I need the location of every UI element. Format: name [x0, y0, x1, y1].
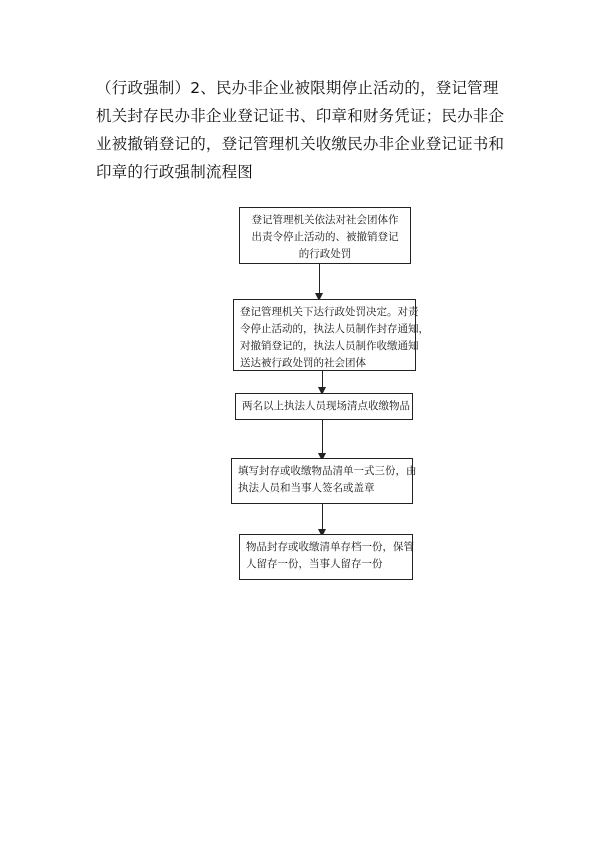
- flow-step-5-line-2: 人留存一份，当事人留存一份: [246, 558, 383, 570]
- flow-step-4-line-1: 填写封存或收缴物品清单一式三份，由: [238, 465, 417, 477]
- document-heading: [96, 74, 526, 186]
- flow-step-2-line-3: 对撤销登记的，执法人员制作收缴通知: [240, 340, 419, 352]
- flow-step-3-box: [235, 393, 413, 420]
- flow-step-2-line-2: 令停止活动的，执法人员制作封存通知，: [240, 323, 429, 335]
- heading-line-1: （行政强制）2、民办非企业被限期停止活动的，登记管理: [96, 79, 499, 97]
- flow-arrow-1: [319, 264, 320, 300]
- flow-step-4-line-2: 执法人员和当事人签名或盖章: [238, 482, 375, 494]
- flow-step-4-box: [231, 458, 417, 504]
- flow-step-3-line-1: 两名以上执法人员现场清点收缴物品: [242, 400, 410, 412]
- flow-arrow-4: [322, 504, 323, 536]
- heading-line-4: 印章的行政强制流程图: [96, 163, 254, 181]
- flow-step-5-box: [239, 534, 413, 580]
- heading-line-2: 机关封存民办非企业登记证书、印章和财务凭证；民办非企: [96, 107, 505, 125]
- flow-step-1-line-2: 出责令停止活动的、被撤销登记: [251, 231, 399, 243]
- flow-step-1-line-1: 登记管理机关依法对社会团体作: [251, 214, 399, 226]
- heading-line-3: 业被撤销登记的，登记管理机关收缴民办非企业登记证书和: [96, 135, 505, 153]
- flow-step-1-line-3: 的行政处罚: [298, 248, 352, 260]
- flow-step-5-line-1: 物品封存或收缴清单存档一份，保管: [246, 541, 414, 553]
- flow-step-1-box: [239, 207, 411, 264]
- flow-arrow-2: [322, 371, 323, 394]
- flow-step-2-box: [233, 299, 429, 371]
- flow-step-2-line-4: 送达被行政处罚的社会团体: [240, 357, 366, 369]
- flow-step-2-line-1: 登记管理机关下达行政处罚决定。对责: [240, 306, 419, 318]
- flow-arrow-3: [322, 420, 323, 460]
